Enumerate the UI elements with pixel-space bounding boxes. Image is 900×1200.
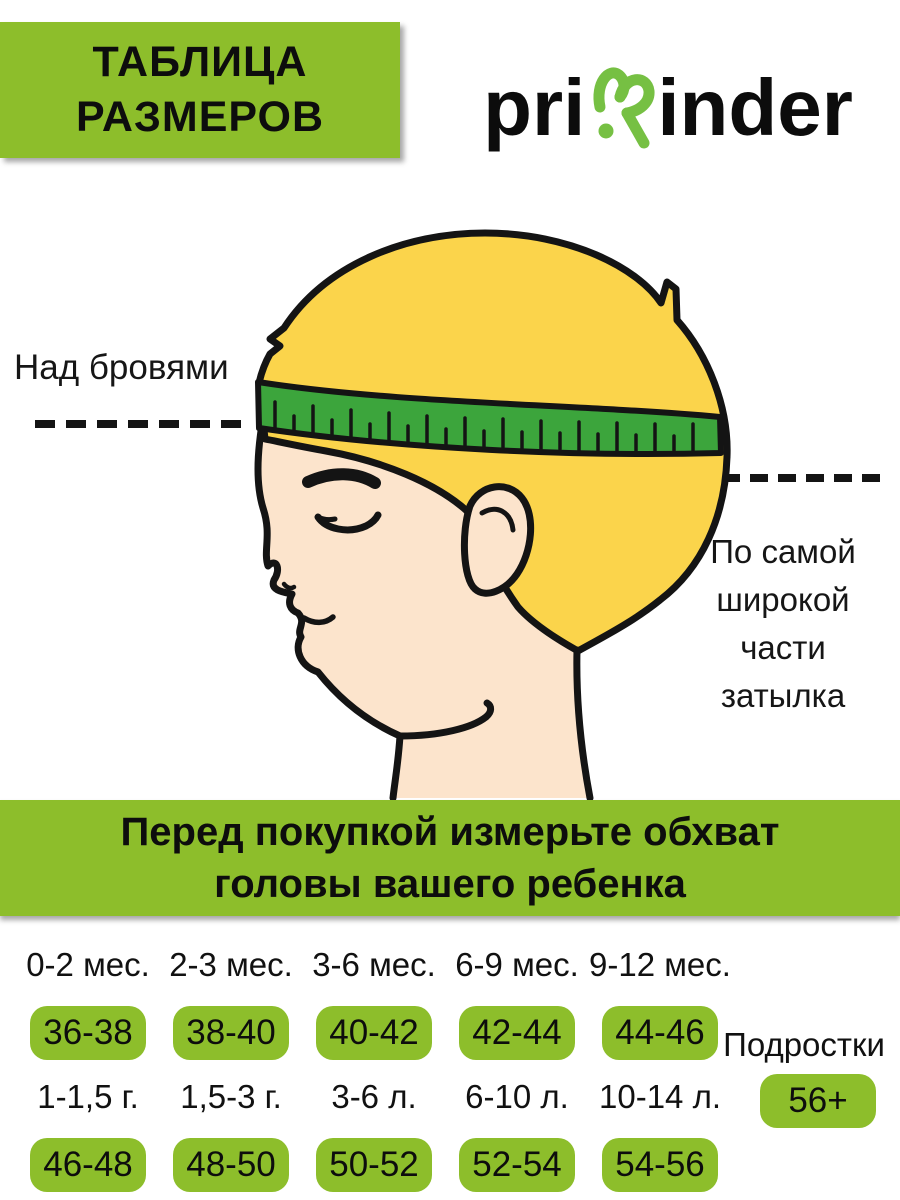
title-box xyxy=(0,22,400,158)
label-right-line: части xyxy=(740,629,826,666)
head-illustration xyxy=(230,220,750,800)
page-title-line1: ТАБЛИЦА xyxy=(92,37,308,86)
logo-k-right-loop xyxy=(620,80,649,113)
brand-logo xyxy=(448,52,888,164)
size-badge: 36-38 xyxy=(30,1006,146,1060)
label-above-eyebrows: Над бровями xyxy=(14,348,229,387)
logo-k-icon xyxy=(589,55,655,151)
age-label: 1,5-3 г. xyxy=(180,1078,282,1115)
logo-text-pre: pri xyxy=(483,63,586,152)
logo-k-leg xyxy=(627,113,644,143)
measure-instruction-banner xyxy=(0,800,900,916)
age-label: 10-14 л. xyxy=(599,1078,721,1115)
size-badge: 48-50 xyxy=(173,1138,289,1192)
label-right-line: широкой xyxy=(716,581,850,618)
size-badge: 52-54 xyxy=(459,1138,575,1192)
size-badge: 50-52 xyxy=(316,1138,432,1192)
infant-size-row xyxy=(20,1005,728,1061)
size-badge: 40-42 xyxy=(316,1006,432,1060)
size-badge: 44-46 xyxy=(602,1006,718,1060)
infant-age-row xyxy=(20,943,731,987)
size-badge: 42-44 xyxy=(459,1006,575,1060)
logo-text-post: inder xyxy=(657,63,853,152)
size-badge: 46-48 xyxy=(30,1138,146,1192)
age-label: 9-12 мес. xyxy=(589,946,731,983)
age-label: 0-2 мес. xyxy=(26,946,150,983)
age-label: 6-10 л. xyxy=(465,1078,569,1115)
child-age-row xyxy=(20,1075,728,1119)
label-right-line: затылка xyxy=(720,677,846,714)
teens-label: Подростки xyxy=(723,1026,885,1063)
label-right-line: По самой xyxy=(710,533,856,570)
child-size-row xyxy=(20,1137,728,1193)
size-table xyxy=(0,935,900,1200)
size-badge: 38-40 xyxy=(173,1006,289,1060)
age-label: 6-9 мес. xyxy=(455,946,579,983)
logo-k-dot xyxy=(599,124,614,139)
age-label: 2-3 мес. xyxy=(169,946,293,983)
page-title-line2: РАЗМЕРОВ xyxy=(75,93,324,141)
size-badge: 54-56 xyxy=(602,1138,718,1192)
age-label: 1-1,5 г. xyxy=(37,1078,139,1115)
size-badge-teens: 56+ xyxy=(760,1074,876,1128)
banner-line2: головы вашего ребенка xyxy=(214,862,686,906)
dashed-line-left xyxy=(35,420,243,428)
banner-line1: Перед покупкой измерьте обхват xyxy=(120,810,780,854)
age-label: 3-6 л. xyxy=(331,1078,417,1115)
age-label: 3-6 мес. xyxy=(312,946,436,983)
eyelash xyxy=(318,517,335,520)
teens-size-wrap xyxy=(760,1074,876,1128)
